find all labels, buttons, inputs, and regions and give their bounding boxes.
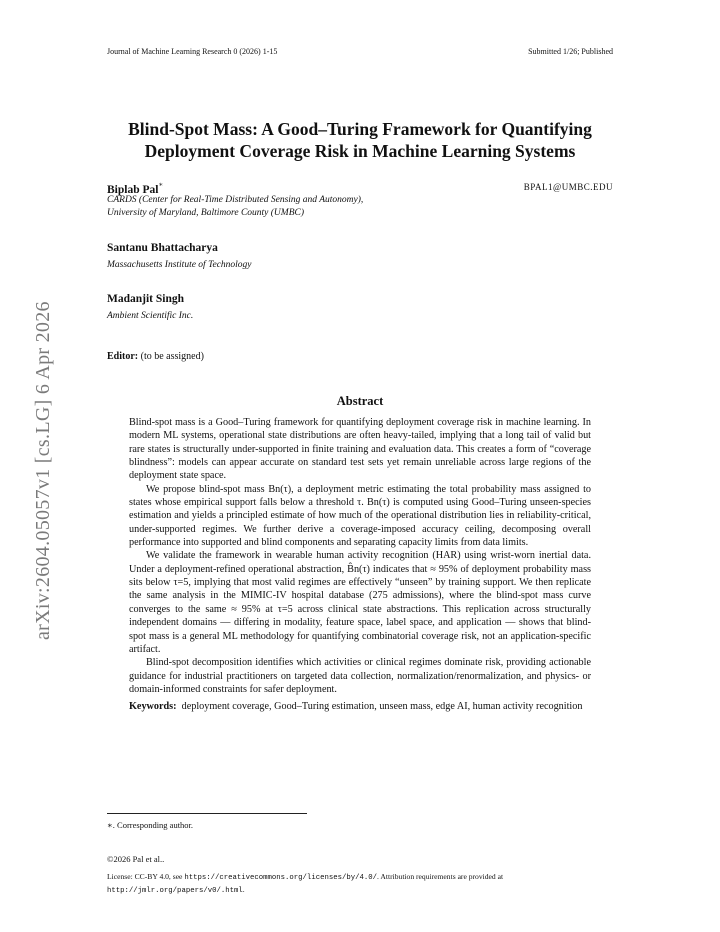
copyright: ©2026 Pal et al..: [107, 854, 165, 864]
license-middle: . Attribution requirements are provided at: [377, 872, 504, 881]
arxiv-stamp: arXiv:2604.05057v1 [cs.LG] 6 Apr 2026: [32, 301, 54, 640]
keywords-label: Keywords:: [129, 701, 177, 713]
footnote: ∗. Corresponding author.: [107, 820, 194, 830]
journal-header: Journal of Machine Learning Research 0 (2026) 1-15: [107, 47, 278, 56]
keywords: [129, 700, 591, 713]
abstract-heading: Abstract: [336, 394, 384, 408]
author-mark: ∗: [158, 180, 164, 189]
license-prefix: License: CC-BY 4.0, see: [107, 872, 185, 881]
author-email: BPAL1@UMBC.EDU: [523, 182, 613, 192]
papers-url[interactable]: http://jmlr.org/papers/v0/.html: [107, 887, 243, 895]
author-affiliation: [107, 194, 363, 220]
author-name: Madanjit Singh: [107, 293, 185, 305]
abstract-paragraph: We propose blind-spot mass Bn(τ), a deployment metric estimating the total probability mass assigned to states whose empirical support falls below a threshold τ. Bn(τ) is computed using Good–Turing unseen-species estimation and yields a principled estimate of how much of the operational distribution lies in reliability-critical, under-supported regimes. We further derive a coverage-imposed accuracy ceiling, decomposing overall performance into supported and blind components and separating capacity limits from data limits.: [129, 483, 591, 549]
editor-line: [107, 351, 204, 362]
author-name: Santanu Bhattacharya: [107, 242, 218, 254]
author-name: Biplab Pal: [107, 184, 159, 196]
submission-header: Submitted 1/26; Published: [528, 47, 613, 56]
abstract-paragraph: Blind-spot decomposition identifies which activities or clinical regimes dominate risk, providing actionable guidance for industrial practitioners on targeted data collection, normalization/renormalization, and physics- or domain-informed constraints for safer deployment.: [129, 657, 591, 695]
abstract-paragraph: We validate the framework in wearable human activity recognition (HAR) using wrist-worn inertial data. Under a deployment-refined operational abstraction, B̂n(τ) indicates that ≈ 95% of deployment probability mass sits below τ=5, implying that most valid regimes are effectively “unseen” by training support. We then replicate the same analysis in the MIMIC-IV hospital database (275 admissions), where the blind-spot mass curve converges to the same ≈ 95% at τ=5 across clinical state abstractions. This replication across structurally independent domains — differing in modality, feature space, label space, and application — shows that blind-spot mass is a general ML methodology for quantifying combinatorial coverage risk, not an application-specific artifact.: [129, 550, 591, 655]
editor-label: Editor:: [107, 351, 139, 362]
author-affiliation: Ambient Scientific Inc.: [107, 311, 194, 321]
license-text: [107, 871, 617, 897]
title-line-2: Deployment Coverage Risk in Machine Learning Systems: [144, 141, 576, 161]
license-url[interactable]: https://creativecommons.org/licenses/by/4.0/: [184, 874, 377, 882]
affiliation-line: CARDS (Center for Real-Time Distributed Sensing and Autonomy),: [107, 195, 364, 205]
title-line-1: Blind-Spot Mass: A Good–Turing Framework for Quantifying: [128, 119, 592, 139]
affiliation-line: University of Maryland, Baltimore County (UMBC): [107, 208, 305, 218]
footnote-rule: [107, 813, 307, 814]
abstract-body: [129, 416, 591, 714]
license-suffix: .: [242, 885, 245, 894]
paper-title: [100, 118, 620, 162]
keywords-text: deployment coverage, Good–Turing estimation, unseen mass, edge AI, human activity recognition: [181, 701, 583, 713]
abstract-paragraph: Blind-spot mass is a Good–Turing framework for quantifying deployment coverage risk in machine learning. In modern ML systems, operational state distributions are often heavy-tailed, implying that a long tail of valid but rare states is structurally under-supported in finite training and evaluation data. This creates a form of “coverage blindness”: models can appear accurate on standard test sets yet remain unreliable across large regions of the deployment state space.: [129, 417, 591, 482]
editor-value: (to be assigned): [140, 351, 204, 362]
author-affiliation: Massachusetts Institute of Technology: [107, 260, 252, 270]
